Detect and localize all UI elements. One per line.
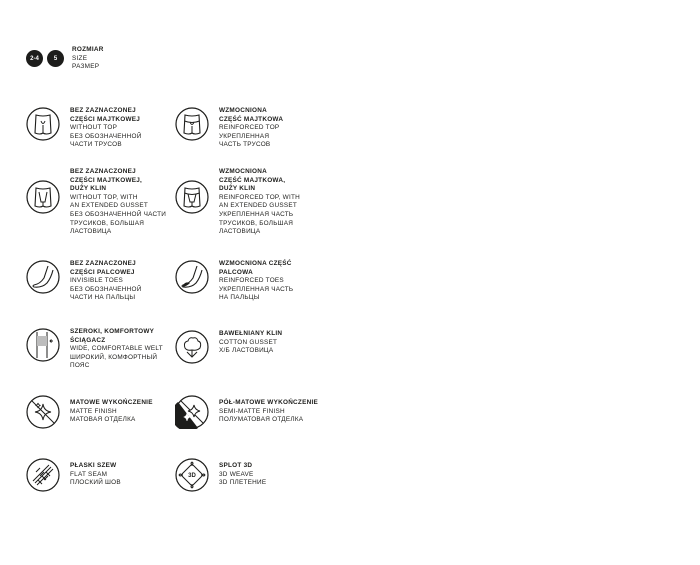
legend-title-pl: MATOWE WYKOŃCZENIE bbox=[70, 399, 153, 406]
legend-title-en: WIDE, COMFORTABLE WELT bbox=[70, 345, 163, 353]
legend-item-no-top-gusset bbox=[26, 168, 181, 237]
size-badge-5: 5 bbox=[47, 50, 64, 67]
legend-title-ru: БЕЗ ОБОЗНАЧЕННОЙ ЧАСТИ ТРУСОВ bbox=[70, 132, 142, 149]
legend-title-ru: 3D ПЛЕТЕНИЕ bbox=[219, 479, 267, 487]
legend-title-pl: SPLOT 3D bbox=[219, 462, 253, 469]
legend-item-matte-finish bbox=[26, 395, 181, 429]
reinforced-toes-icon bbox=[175, 260, 209, 294]
no-top-gusset-icon bbox=[26, 180, 60, 214]
legend-title-pl: BAWEŁNIANY KLIN bbox=[219, 330, 283, 337]
semi-matte-finish-icon bbox=[175, 395, 209, 429]
legend-item-reinforced-top-gusset bbox=[175, 168, 330, 237]
no-top-panty-icon bbox=[26, 107, 60, 141]
legend-title-en: MATTE FINISH bbox=[70, 407, 117, 415]
3d-weave-icon bbox=[175, 458, 209, 492]
size-label-pl: ROZMIAR bbox=[72, 46, 104, 53]
legend-title-en: SEMI-MATTE FINISH bbox=[219, 407, 285, 415]
legend-title-en: FLAT SEAM bbox=[70, 470, 108, 478]
legend-title-en: COTTON GUSSET bbox=[219, 338, 278, 346]
legend-title-ru: БЕЗ ОБОЗНАЧЕННОЙ ЧАСТИ ТРУСИКОВ, БОЛЬШАЯ ЛАСТОВИЦА bbox=[70, 210, 167, 236]
cotton-gusset-icon bbox=[175, 330, 209, 364]
legend-title-pl: BEZ ZAZNACZONEJ CZĘŚCI PALCOWEJ bbox=[70, 260, 136, 276]
legend-item-3d-weave bbox=[175, 458, 330, 492]
legend-title-en: WITHOUT TOP bbox=[70, 124, 118, 132]
legend-title-pl: PŁASKI SZEW bbox=[70, 462, 117, 469]
reinforced-top-gusset-icon bbox=[175, 180, 209, 214]
invisible-toes-icon bbox=[26, 260, 60, 294]
legend-title-pl: WZMOCNIONA CZĘŚĆ MAJTKOWA bbox=[219, 107, 284, 123]
comfortable-welt-icon bbox=[26, 328, 60, 362]
legend-title-en: WITHOUT TOP, WITH AN EXTENDED GUSSET bbox=[70, 193, 149, 210]
legend-title-pl: PÓŁ-MATOWE WYKOŃCZENIE bbox=[219, 399, 318, 406]
legend-title-ru: ШИРОКИЙ, КОМФОРТНЫЙ ПОЯС bbox=[70, 353, 158, 370]
legend-title-pl: SZEROKI, KOMFORTOWY ŚCIĄGACZ bbox=[70, 328, 155, 344]
flat-seam-icon bbox=[26, 458, 60, 492]
legend-title-en: 3D WEAVE bbox=[219, 470, 254, 478]
reinforced-top-panty-icon bbox=[175, 107, 209, 141]
legend-title-ru: УКРЕПЛЕННАЯ ЧАСТЬ НА ПАЛЬЦЫ bbox=[219, 285, 294, 302]
legend-title-en: REINFORCED TOP, WITH AN EXTENDED GUSSET bbox=[219, 193, 300, 210]
legend-title-pl: WZMOCNIONA CZĘŚĆ MAJTKOWA, DUŻY KLIN bbox=[219, 168, 286, 193]
legend-title-en: REINFORCED TOP bbox=[219, 124, 280, 132]
legend-item-comfortable-welt bbox=[26, 328, 181, 371]
legend-title-pl: BEZ ZAZNACZONEJ CZĘŚCI MAJTKOWEJ bbox=[70, 107, 141, 123]
legend-title-ru: УКРЕПЛЕННАЯ ЧАСТЬ ТРУСИКОВ, БОЛЬШАЯ ЛАСТОВИЦА bbox=[219, 210, 294, 236]
legend-item-semi-matte-finish bbox=[175, 395, 330, 429]
size-badge-2-4: 2-4 bbox=[26, 50, 43, 67]
size-label-ru: РАЗМЕР bbox=[72, 63, 100, 71]
legend-title-ru: МАТОВАЯ ОТДЕЛКА bbox=[70, 416, 136, 424]
legend-item-cotton-gusset bbox=[175, 330, 330, 364]
size-legend bbox=[26, 46, 104, 72]
legend-title-en: REINFORCED TOES bbox=[219, 277, 284, 285]
legend-title-pl: BEZ ZAZNACZONEJ CZĘŚCI MAJTKOWEJ, DUŻY KLIN bbox=[70, 168, 143, 193]
legend-title-en: INVISIBLE TOES bbox=[70, 277, 123, 285]
legend-item-reinforced-toes bbox=[175, 260, 330, 303]
legend-title-pl: WZMOCNIONA CZĘŚĆ PALCOWA bbox=[219, 260, 292, 276]
legend-title-ru: УКРЕПЛЕННАЯ ЧАСТЬ ТРУСОВ bbox=[219, 132, 271, 149]
legend-title-ru: БЕЗ ОБОЗНАЧЕННОЙ ЧАСТИ НА ПАЛЬЦЫ bbox=[70, 285, 142, 302]
3d-weave-icon-label: 3D bbox=[188, 473, 196, 480]
legend-title-ru: ПЛОСКИЙ ШОВ bbox=[70, 479, 121, 487]
legend-item-reinforced-top bbox=[175, 107, 330, 150]
legend-title-ru: ПОЛУМАТОВАЯ ОТДЕЛКА bbox=[219, 416, 304, 424]
legend-title-ru: Х/Б ЛАСТОВИЦА bbox=[219, 347, 274, 355]
legend-item-no-top bbox=[26, 107, 181, 150]
size-label-en: SIZE bbox=[72, 54, 88, 62]
matte-finish-icon bbox=[26, 395, 60, 429]
legend-item-flat-seam bbox=[26, 458, 181, 492]
legend-item-invisible-toes bbox=[26, 260, 181, 303]
